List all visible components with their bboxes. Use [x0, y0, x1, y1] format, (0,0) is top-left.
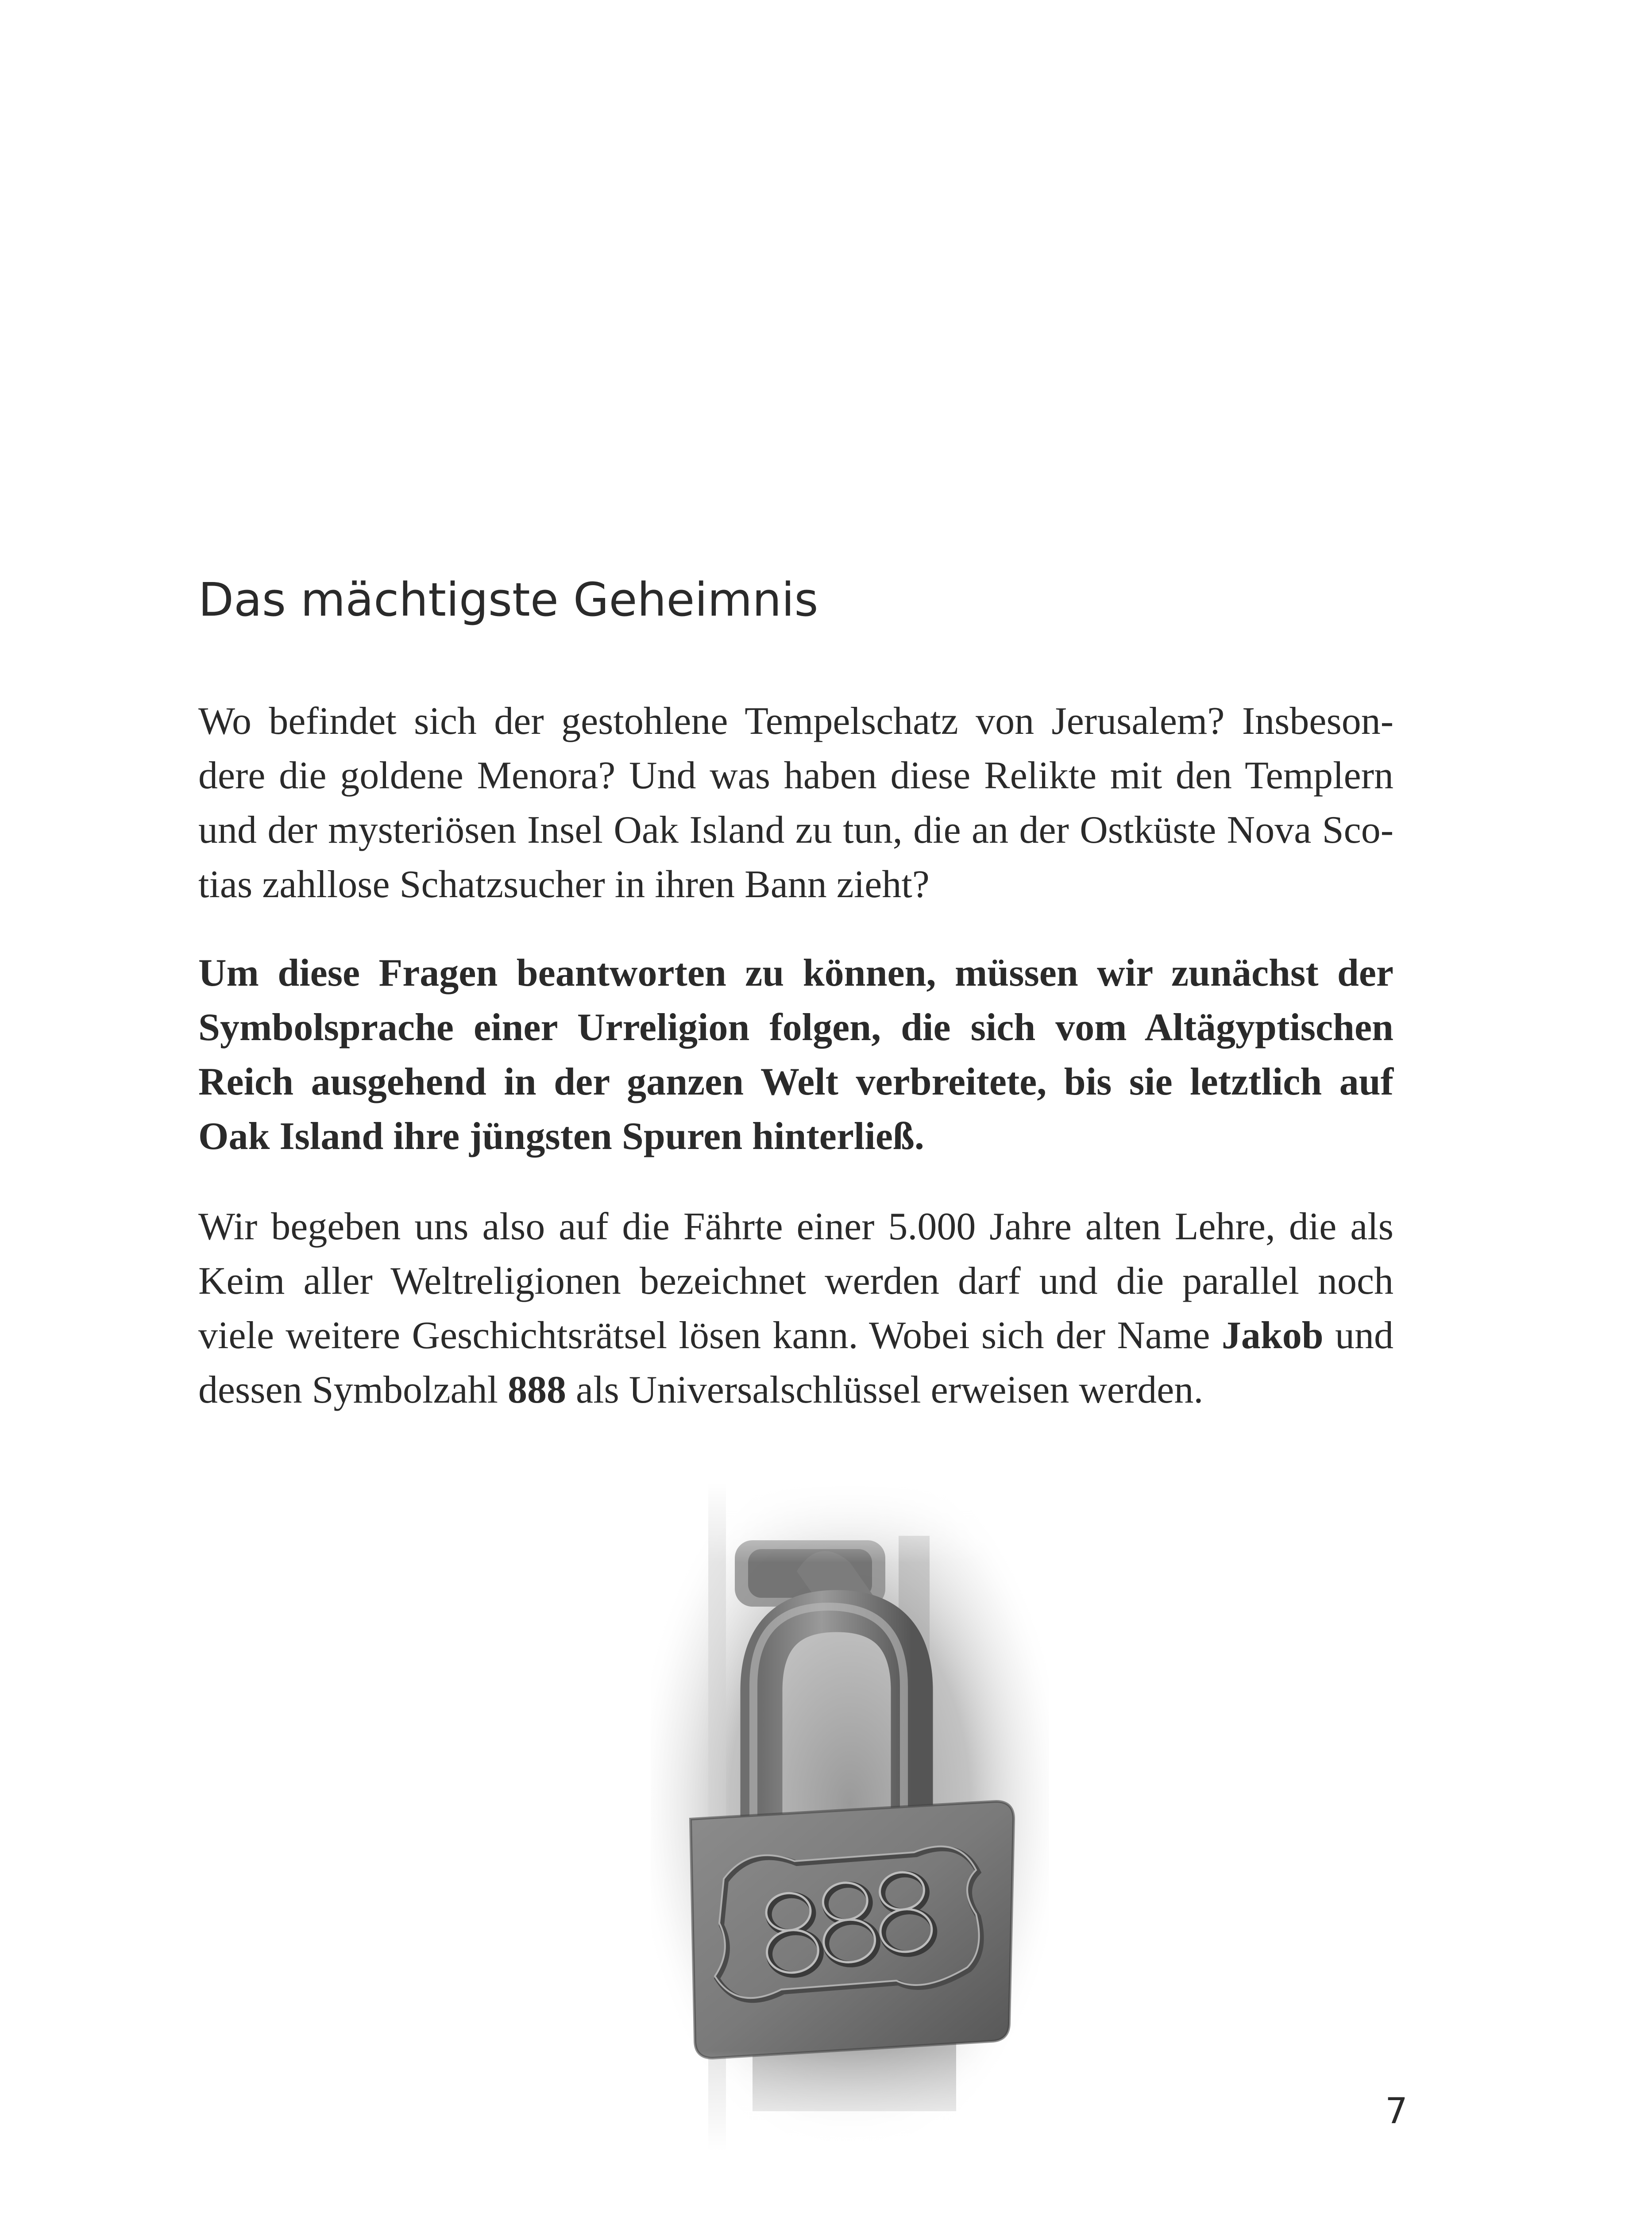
paragraph-line: [198, 1363, 1393, 1417]
paragraph-line: dere die goldene Menora? Und was haben diese Relikte mit den Templern: [198, 754, 1393, 797]
paragraph-line: Oak Island ihre jüngsten Spuren hinterließ.: [198, 1115, 924, 1158]
intro-paragraph: [198, 694, 1393, 912]
paragraph-line: Keim aller Weltreligionen bezeichnet werden darf und die parallel noch: [198, 1260, 1393, 1303]
closing-paragraph: [198, 1199, 1393, 1417]
chapter-heading: Das mächtigste Geheimnis: [198, 573, 818, 627]
paragraph-line: [198, 1308, 1393, 1363]
paragraph-line: Reich ausgehend in der ganzen Welt verbreitete, bis sie letztlich auf: [198, 1060, 1393, 1103]
text-run: viele weitere Geschichtsrätsel lösen kann. Wobei sich der Name: [198, 1314, 1222, 1357]
padlock-image: [651, 1483, 1049, 2151]
paragraph-line: Wo befindet sich der gestohlene Tempelschatz von Jerusalem? Insbeson-: [198, 700, 1393, 743]
paragraph-line: tias zahllose Schatzsucher in ihren Bann zieht?: [198, 863, 930, 906]
bold-paragraph: [198, 946, 1393, 1164]
text-run: dessen Symbolzahl: [198, 1369, 508, 1411]
bold-number-888: 888: [508, 1369, 567, 1411]
paragraph-line: Wir begeben uns also auf die Fährte einer 5.000 Jahre alten Lehre, die als: [198, 1205, 1393, 1248]
bold-name-jakob: Jakob: [1221, 1314, 1324, 1357]
paragraph-line: Um diese Fragen beantworten zu können, müssen wir zunächst der: [198, 952, 1393, 995]
text-run: und: [1323, 1314, 1393, 1357]
padlock-illustration: [651, 1483, 1049, 2151]
page-number: 7: [1385, 2090, 1408, 2132]
paragraph-line: und der mysteriösen Insel Oak Island zu tun, die an der Ostküste Nova Sco-: [198, 809, 1393, 852]
paragraph-line: Symbolsprache einer Urreligion folgen, die sich vom Altägyptischen: [198, 1006, 1393, 1049]
text-run: als Universalschlüssel erweisen werden.: [566, 1369, 1204, 1411]
